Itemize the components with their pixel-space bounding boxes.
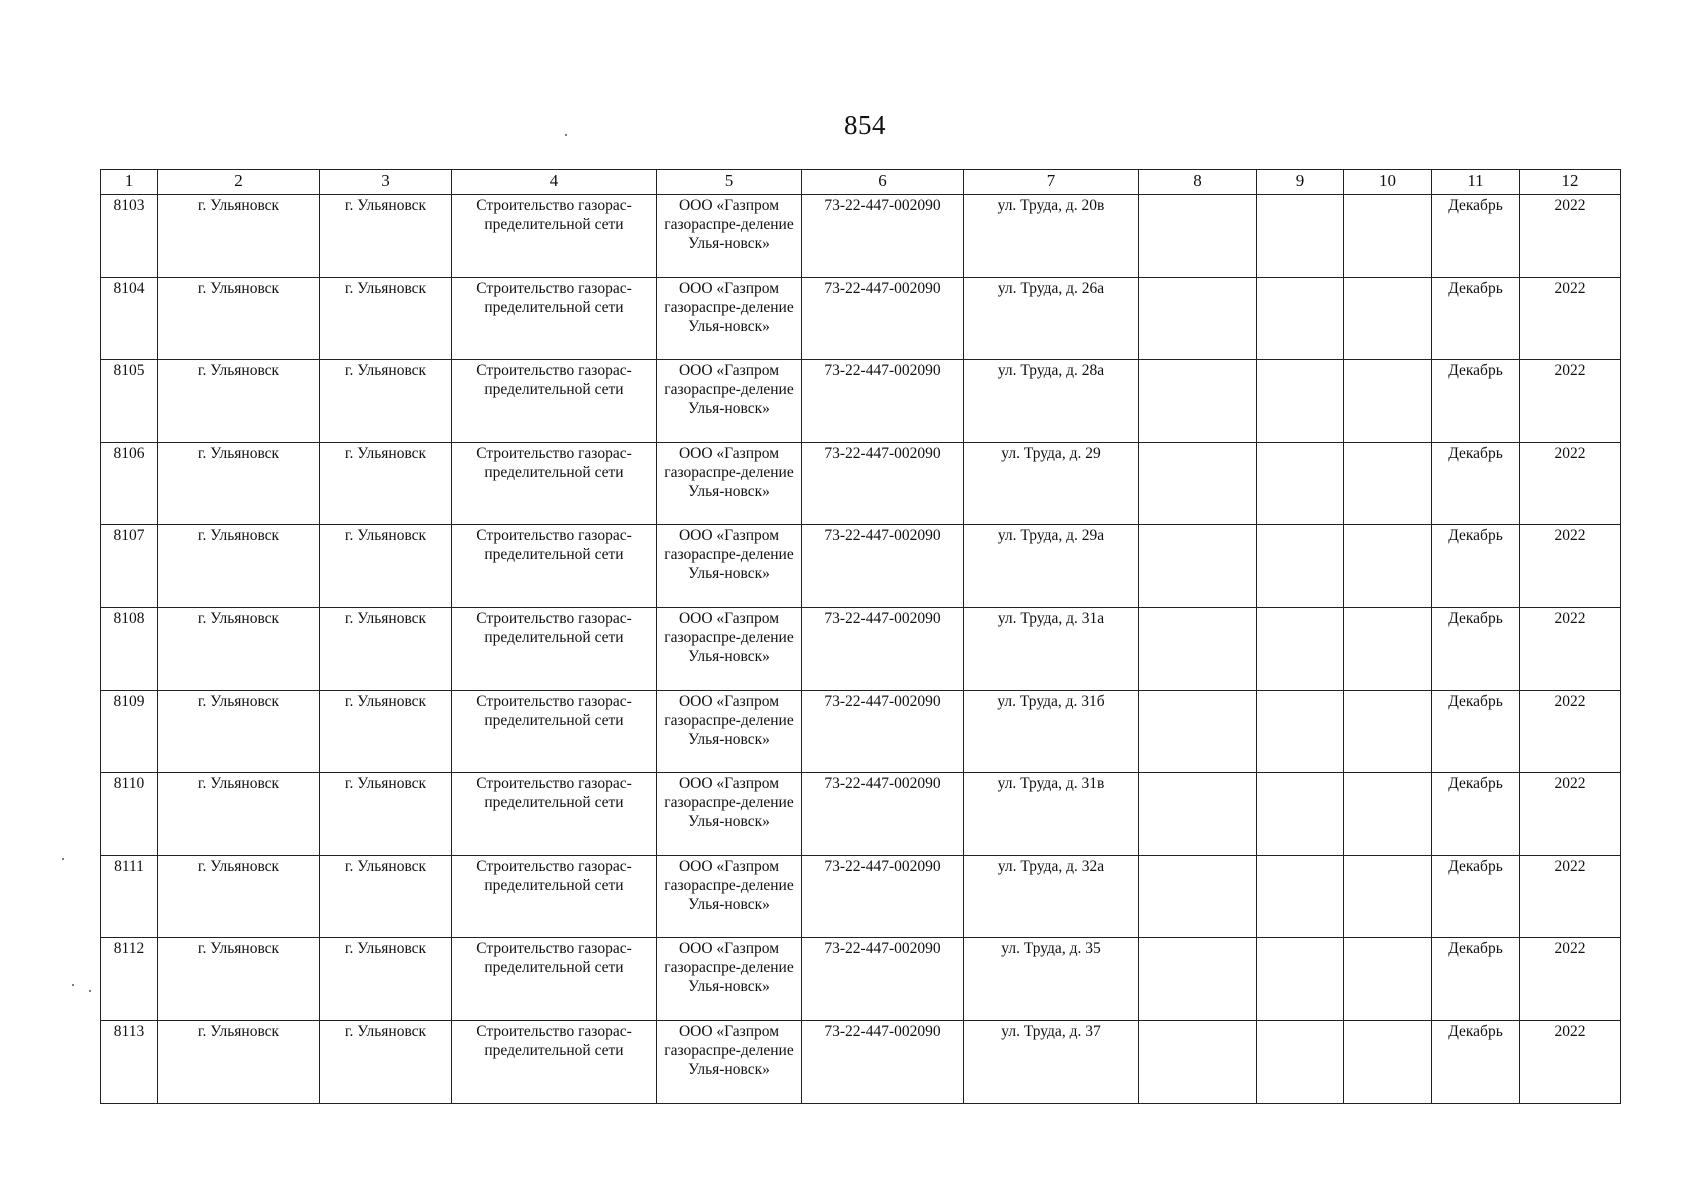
region-cell: г. Ульяновск: [158, 855, 320, 938]
municipality-cell: г. Ульяновск: [320, 607, 452, 690]
month-cell: Декабрь: [1432, 773, 1520, 856]
scan-speck: [62, 858, 64, 860]
organization-cell: ООО «Газпром газораспре-деление Улья-новск»: [657, 442, 802, 525]
address-cell: ул. Труда, д. 31а: [964, 607, 1139, 690]
address-cell: ул. Труда, д. 35: [964, 938, 1139, 1021]
row-number-cell: 8109: [101, 690, 158, 773]
column-8-cell: [1139, 1020, 1257, 1103]
column-8-cell: [1139, 690, 1257, 773]
organization-cell: ООО «Газпром газораспре-деление Улья-новск»: [657, 525, 802, 608]
table-row: [101, 442, 1621, 525]
year-cell: 2022: [1520, 938, 1621, 1021]
table-row: [101, 360, 1621, 443]
registration-number-cell: 73-22-447-002090: [802, 607, 964, 690]
address-cell: ул. Труда, д. 29: [964, 442, 1139, 525]
year-cell: 2022: [1520, 277, 1621, 360]
month-cell: Декабрь: [1432, 855, 1520, 938]
region-cell: г. Ульяновск: [158, 773, 320, 856]
year-cell: 2022: [1520, 855, 1621, 938]
year-cell: 2022: [1520, 195, 1621, 278]
column-9-cell: [1257, 938, 1344, 1021]
month-cell: Декабрь: [1432, 195, 1520, 278]
column-8-cell: [1139, 773, 1257, 856]
organization-cell: ООО «Газпром газораспре-деление Улья-новск»: [657, 360, 802, 443]
row-number-cell: 8104: [101, 277, 158, 360]
registration-number-cell: 73-22-447-002090: [802, 195, 964, 278]
organization-cell: ООО «Газпром газораспре-деление Улья-новск»: [657, 1020, 802, 1103]
year-cell: 2022: [1520, 607, 1621, 690]
row-number-cell: 8107: [101, 525, 158, 608]
organization-cell: ООО «Газпром газораспре-деление Улья-новск»: [657, 690, 802, 773]
object-name-cell: Строительство газорас-пределительной сети: [452, 525, 657, 608]
column-10-cell: [1344, 773, 1432, 856]
column-header: 12: [1520, 170, 1621, 195]
row-number-cell: 8112: [101, 938, 158, 1021]
address-cell: ул. Труда, д. 31б: [964, 690, 1139, 773]
table-row: [101, 773, 1621, 856]
region-cell: г. Ульяновск: [158, 1020, 320, 1103]
object-name-cell: Строительство газорас-пределительной сети: [452, 1020, 657, 1103]
object-name-cell: Строительство газорас-пределительной сети: [452, 855, 657, 938]
page-number: 854: [844, 110, 886, 140]
row-number-cell: 8113: [101, 1020, 158, 1103]
column-8-cell: [1139, 442, 1257, 525]
row-number-cell: 8108: [101, 607, 158, 690]
object-name-cell: Строительство газорас-пределительной сети: [452, 360, 657, 443]
organization-cell: ООО «Газпром газораспре-деление Улья-новск»: [657, 855, 802, 938]
address-cell: ул. Труда, д. 26а: [964, 277, 1139, 360]
organization-cell: ООО «Газпром газораспре-деление Улья-новск»: [657, 607, 802, 690]
year-cell: 2022: [1520, 690, 1621, 773]
municipality-cell: г. Ульяновск: [320, 1020, 452, 1103]
registry-table: [100, 169, 1621, 1104]
row-number-cell: 8105: [101, 360, 158, 443]
organization-cell: ООО «Газпром газораспре-деление Улья-новск»: [657, 773, 802, 856]
municipality-cell: г. Ульяновск: [320, 938, 452, 1021]
registration-number-cell: 73-22-447-002090: [802, 277, 964, 360]
object-name-cell: Строительство газорас-пределительной сети: [452, 442, 657, 525]
region-cell: г. Ульяновск: [158, 607, 320, 690]
scan-speck: [565, 134, 567, 136]
column-10-cell: [1344, 855, 1432, 938]
column-10-cell: [1344, 277, 1432, 360]
year-cell: 2022: [1520, 360, 1621, 443]
column-header: 5: [657, 170, 802, 195]
municipality-cell: г. Ульяновск: [320, 442, 452, 525]
region-cell: г. Ульяновск: [158, 277, 320, 360]
region-cell: г. Ульяновск: [158, 360, 320, 443]
address-cell: ул. Труда, д. 31в: [964, 773, 1139, 856]
address-cell: ул. Труда, д. 20в: [964, 195, 1139, 278]
registration-number-cell: 73-22-447-002090: [802, 690, 964, 773]
region-cell: г. Ульяновск: [158, 690, 320, 773]
month-cell: Декабрь: [1432, 442, 1520, 525]
column-8-cell: [1139, 938, 1257, 1021]
month-cell: Декабрь: [1432, 525, 1520, 608]
table-row: [101, 1020, 1621, 1103]
municipality-cell: г. Ульяновск: [320, 855, 452, 938]
address-cell: ул. Труда, д. 28а: [964, 360, 1139, 443]
object-name-cell: Строительство газорас-пределительной сети: [452, 690, 657, 773]
registration-number-cell: 73-22-447-002090: [802, 938, 964, 1021]
column-header: 3: [320, 170, 452, 195]
registration-number-cell: 73-22-447-002090: [802, 1020, 964, 1103]
row-number-cell: 8111: [101, 855, 158, 938]
column-header: 11: [1432, 170, 1520, 195]
region-cell: г. Ульяновск: [158, 938, 320, 1021]
organization-cell: ООО «Газпром газораспре-деление Улья-новск»: [657, 277, 802, 360]
registration-number-cell: 73-22-447-002090: [802, 525, 964, 608]
table-row: [101, 607, 1621, 690]
column-10-cell: [1344, 690, 1432, 773]
column-9-cell: [1257, 277, 1344, 360]
column-8-cell: [1139, 607, 1257, 690]
month-cell: Декабрь: [1432, 277, 1520, 360]
region-cell: г. Ульяновск: [158, 195, 320, 278]
column-9-cell: [1257, 773, 1344, 856]
column-9-cell: [1257, 360, 1344, 443]
address-cell: ул. Труда, д. 29а: [964, 525, 1139, 608]
table-row: [101, 690, 1621, 773]
organization-cell: ООО «Газпром газораспре-деление Улья-новск»: [657, 938, 802, 1021]
scan-speck: [72, 984, 74, 986]
column-8-cell: [1139, 525, 1257, 608]
region-cell: г. Ульяновск: [158, 442, 320, 525]
column-8-cell: [1139, 195, 1257, 278]
month-cell: Декабрь: [1432, 690, 1520, 773]
organization-cell: ООО «Газпром газораспре-деление Улья-новск»: [657, 195, 802, 278]
column-header: 1: [101, 170, 158, 195]
municipality-cell: г. Ульяновск: [320, 360, 452, 443]
column-8-cell: [1139, 360, 1257, 443]
row-number-cell: 8110: [101, 773, 158, 856]
municipality-cell: г. Ульяновск: [320, 525, 452, 608]
municipality-cell: г. Ульяновск: [320, 690, 452, 773]
address-cell: ул. Труда, д. 37: [964, 1020, 1139, 1103]
year-cell: 2022: [1520, 1020, 1621, 1103]
column-header: 7: [964, 170, 1139, 195]
column-8-cell: [1139, 855, 1257, 938]
table-row: [101, 195, 1621, 278]
column-header: 6: [802, 170, 964, 195]
scan-speck: [89, 990, 91, 992]
table-row: [101, 525, 1621, 608]
object-name-cell: Строительство газорас-пределительной сети: [452, 607, 657, 690]
registration-number-cell: 73-22-447-002090: [802, 773, 964, 856]
column-10-cell: [1344, 442, 1432, 525]
municipality-cell: г. Ульяновск: [320, 195, 452, 278]
column-8-cell: [1139, 277, 1257, 360]
column-9-cell: [1257, 1020, 1344, 1103]
column-header: 4: [452, 170, 657, 195]
address-cell: ул. Труда, д. 32а: [964, 855, 1139, 938]
month-cell: Декабрь: [1432, 1020, 1520, 1103]
month-cell: Декабрь: [1432, 938, 1520, 1021]
header-row: [101, 170, 1621, 195]
column-10-cell: [1344, 938, 1432, 1021]
row-number-cell: 8103: [101, 195, 158, 278]
column-header: 10: [1344, 170, 1432, 195]
object-name-cell: Строительство газорас-пределительной сети: [452, 277, 657, 360]
registration-number-cell: 73-22-447-002090: [802, 442, 964, 525]
region-cell: г. Ульяновск: [158, 525, 320, 608]
object-name-cell: Строительство газорас-пределительной сети: [452, 195, 657, 278]
registration-number-cell: 73-22-447-002090: [802, 855, 964, 938]
column-9-cell: [1257, 690, 1344, 773]
year-cell: 2022: [1520, 442, 1621, 525]
column-header: 8: [1139, 170, 1257, 195]
registration-number-cell: 73-22-447-002090: [802, 360, 964, 443]
month-cell: Декабрь: [1432, 360, 1520, 443]
table-row: [101, 855, 1621, 938]
column-10-cell: [1344, 195, 1432, 278]
column-9-cell: [1257, 195, 1344, 278]
column-header: 2: [158, 170, 320, 195]
column-9-cell: [1257, 442, 1344, 525]
column-9-cell: [1257, 607, 1344, 690]
column-9-cell: [1257, 525, 1344, 608]
municipality-cell: г. Ульяновск: [320, 277, 452, 360]
year-cell: 2022: [1520, 525, 1621, 608]
column-9-cell: [1257, 855, 1344, 938]
table-row: [101, 938, 1621, 1021]
column-header: 9: [1257, 170, 1344, 195]
column-10-cell: [1344, 1020, 1432, 1103]
column-10-cell: [1344, 360, 1432, 443]
month-cell: Декабрь: [1432, 607, 1520, 690]
column-10-cell: [1344, 607, 1432, 690]
year-cell: 2022: [1520, 773, 1621, 856]
column-10-cell: [1344, 525, 1432, 608]
object-name-cell: Строительство газорас-пределительной сети: [452, 938, 657, 1021]
row-number-cell: 8106: [101, 442, 158, 525]
table-row: [101, 277, 1621, 360]
object-name-cell: Строительство газорас-пределительной сети: [452, 773, 657, 856]
municipality-cell: г. Ульяновск: [320, 773, 452, 856]
